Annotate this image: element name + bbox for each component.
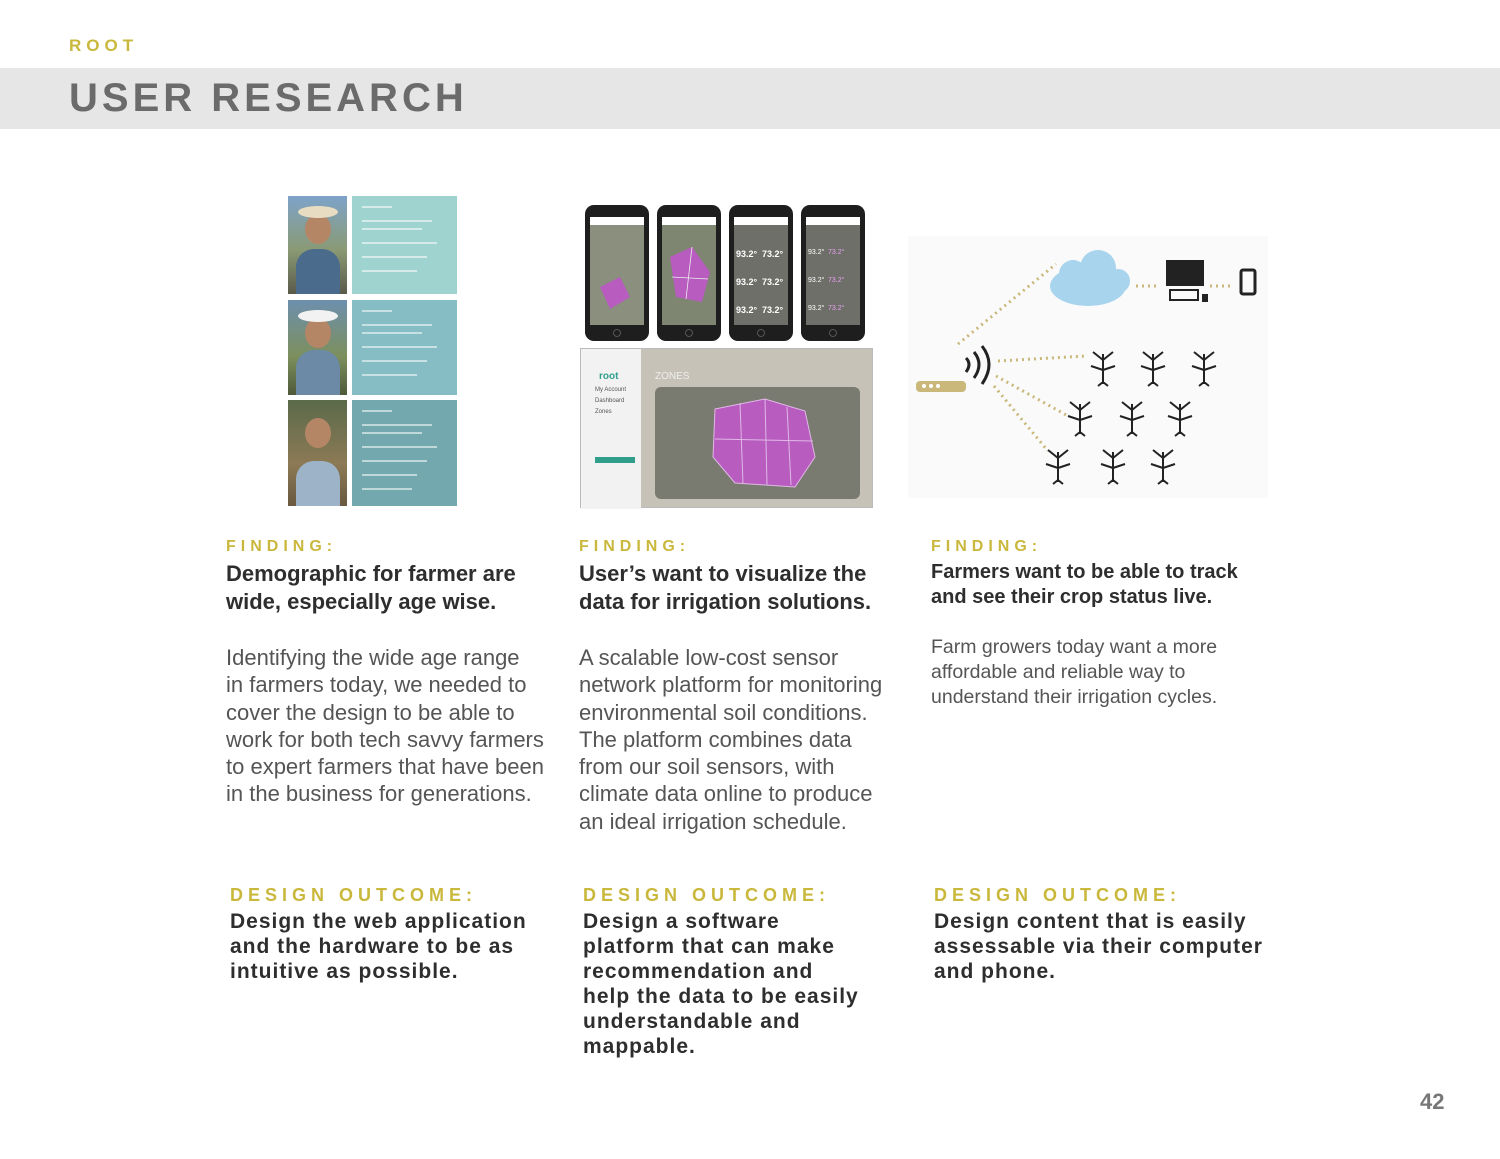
phone-icon xyxy=(1241,270,1255,294)
finding-description: A scalable low-cost sensor network platform for monitoring environmental soil conditions. The platform combines data from our soil sensors, with climate data online to produce an ideal irrigation schedule. xyxy=(579,645,883,834)
outcome-label: DESIGN OUTCOME: xyxy=(934,885,1182,905)
page-title: USER RESEARCH xyxy=(69,76,468,120)
finding-section-3 xyxy=(931,538,1261,710)
reading-value: 93.2° xyxy=(736,249,758,259)
farmer-photo xyxy=(288,400,347,506)
outcome-text: Design a software platform that can make recommendation and help the data to be easily understandable and mappable. xyxy=(583,910,859,1058)
reading-value: 73.2° xyxy=(762,305,784,315)
outcome-label: DESIGN OUTCOME: xyxy=(230,885,478,905)
reading-value: 93.2° xyxy=(808,305,825,312)
menu-item: My Account xyxy=(595,387,627,393)
zone-map xyxy=(655,387,860,499)
design-outcome-2 xyxy=(583,885,913,1059)
reading-value: 93.2° xyxy=(808,277,825,284)
design-outcome-3 xyxy=(934,885,1274,984)
finding-headline: Demographic for farmer are wide, especially age wise. xyxy=(226,561,516,614)
reading-value: 93.2° xyxy=(736,305,758,315)
research-card xyxy=(352,196,457,294)
research-card xyxy=(352,400,457,506)
reading-value: 73.2° xyxy=(762,277,784,287)
menu-item: Dashboard xyxy=(595,398,625,404)
finding-description: Farm growers today want a more affordable and reliable way to understand their irrigation cycles. xyxy=(931,636,1218,708)
cloud-icon xyxy=(1050,250,1130,306)
farmer-persona-image xyxy=(288,196,460,506)
page-number: 42 xyxy=(1420,1089,1445,1114)
computer-icon xyxy=(1166,260,1208,302)
finding-label: FINDING: xyxy=(579,538,691,555)
farmer-photo xyxy=(288,196,347,294)
reading-value: 73.2° xyxy=(762,249,784,259)
reading-value: 73.2° xyxy=(828,277,845,284)
finding-label: FINDING: xyxy=(931,538,1043,555)
plant-icon xyxy=(1046,352,1216,484)
outcome-label: DESIGN OUTCOME: xyxy=(583,885,831,905)
router-icon xyxy=(916,381,966,392)
screen-title: ZONES xyxy=(655,371,690,382)
outcome-text: Design content that is easily assessable via their computer and phone. xyxy=(934,910,1263,983)
finding-description: Identifying the wide age range in farmers today, we needed to cover the design to be able to work for both tech savvy farmers to expert farmers that have been in the business for generations. xyxy=(226,645,544,807)
phone-mockup xyxy=(585,205,649,341)
research-card xyxy=(352,300,457,395)
wifi-signal-icon xyxy=(966,346,989,384)
phone-mockup xyxy=(729,205,793,341)
reading-value: 73.2° xyxy=(828,305,845,312)
outcome-text: Design the web application and the hardware to be as intuitive as possible. xyxy=(230,910,527,983)
desktop-mockup xyxy=(580,348,873,508)
finding-section-2 xyxy=(579,538,909,835)
reading-value: 93.2° xyxy=(736,277,758,287)
app-sidebar xyxy=(581,349,641,509)
brand-label: ROOT xyxy=(69,36,139,55)
farmer-photo xyxy=(288,300,347,395)
app-mockup-image xyxy=(580,205,873,508)
app-logo: root xyxy=(599,371,619,382)
reading-value: 93.2° xyxy=(808,249,825,256)
design-outcome-1 xyxy=(230,885,560,984)
menu-item: Zones xyxy=(595,409,612,415)
phone-mockup xyxy=(801,205,865,341)
phone-mockup xyxy=(657,205,721,341)
sensor-network-image xyxy=(908,236,1268,498)
finding-label: FINDING: xyxy=(226,538,338,555)
reading-value: 73.2° xyxy=(828,249,845,256)
finding-section-1 xyxy=(226,538,556,808)
finding-headline: Farmers want to be able to track and see their crop status live. xyxy=(931,561,1238,608)
finding-headline: User’s want to visualize the data for irrigation solutions. xyxy=(579,561,872,614)
